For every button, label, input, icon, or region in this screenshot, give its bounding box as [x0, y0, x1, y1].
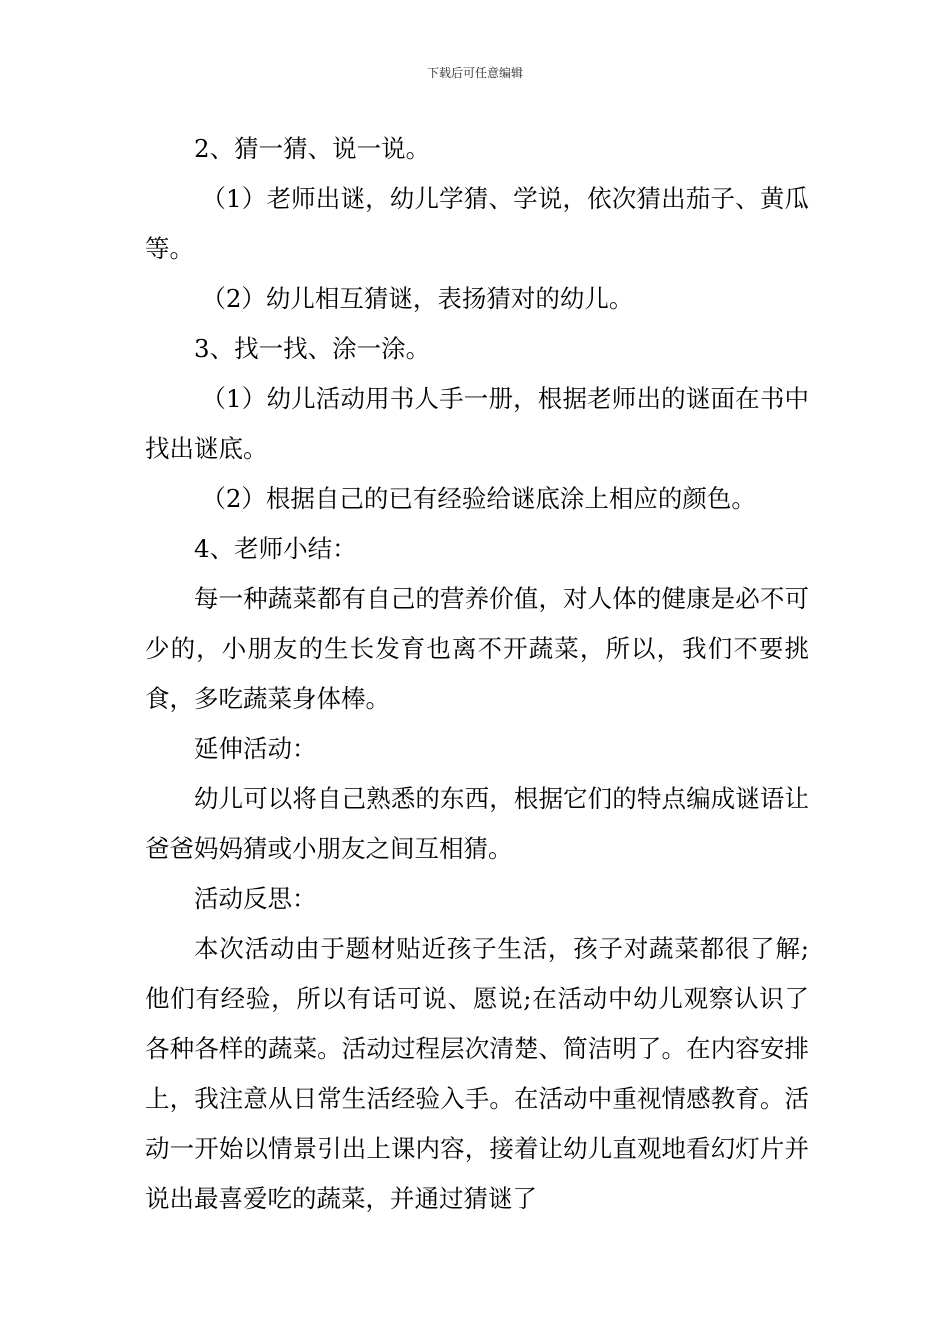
paragraph-reflection-heading: 活动反思： — [194, 884, 317, 913]
paragraph-extension-body: 幼儿可以将自己熟悉的东西，根据它们的特点编成谜语让爸爸妈妈猜或小朋友之间互相猜。 — [145, 784, 809, 863]
paragraph-step-3-heading: 3、找一找、涂一涂。 — [194, 334, 431, 363]
paragraph-reflection-body: 本次活动由于题材贴近孩子生活，孩子对蔬菜都很了解;他们有经验，所以有话可说、愿说;在活动中幼儿观察认识了各种各样的蔬菜。活动过程层次清楚、简洁明了。在内容安排上，我注意从日常生活经验入手。在活动中重视情感教育。活动一开始以情景引出上课内容，接着让幼儿直观地看幻灯片并说出最喜爱吃的蔬菜，并通过猜谜了 — [145, 934, 809, 1213]
paragraph-step-2-item-1: （1）老师出谜，幼儿学猜、学说，依次猜出茄子、黄瓜等。 — [145, 184, 809, 263]
paragraph-step-3-item-1: （1）幼儿活动用书人手一册，根据老师出的谜面在书中找出谜底。 — [145, 384, 809, 463]
paragraph-extension-heading: 延伸活动： — [194, 734, 317, 763]
paragraph-step-2-item-2: （2）幼儿相互猜谜，表扬猜对的幼儿。 — [201, 284, 634, 313]
paragraph-step-3-item-2: （2）根据自己的已有经验给谜底涂上相应的颜色。 — [201, 484, 756, 513]
page-header: 下载后可任意编辑 — [426, 66, 523, 80]
document-body — [145, 124, 809, 1224]
paragraph-summary: 每一种蔬菜都有自己的营养价值，对人体的健康是必不可少的，小朋友的生长发育也离不开蔬菜，所以，我们不要挑食，多吃蔬菜身体棒。 — [145, 584, 809, 713]
paragraph-step-2-heading: 2、猜一猜、说一说。 — [194, 134, 431, 163]
paragraph-step-4-heading: 4、老师小结： — [194, 534, 357, 563]
